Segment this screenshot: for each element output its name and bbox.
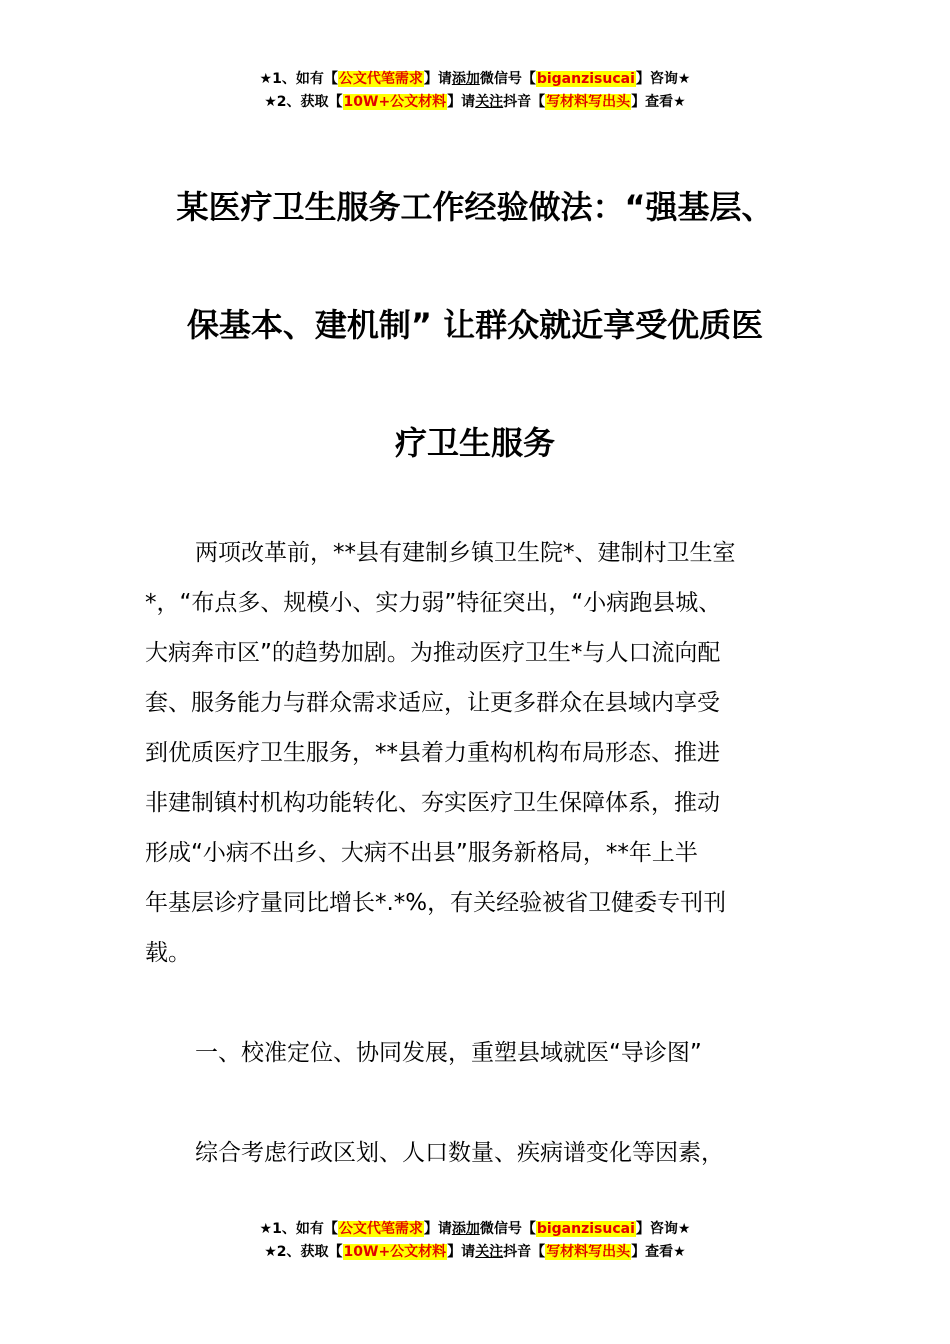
section-heading-1: [145, 1028, 810, 1078]
text-line: 综合考虑行政区划、人口数量、疾病谱变化等因素，: [195, 1140, 724, 1166]
highlight-douyin: 写材料写出头: [546, 94, 631, 110]
header-banner: [0, 68, 950, 114]
paragraph-intro: [145, 528, 810, 978]
title-line-1: 某医疗卫生服务工作经验做法：“强基层、: [176, 188, 774, 226]
text-line: 形成“小病不出乡、大病不出县”服务新格局，**年上半: [145, 840, 698, 866]
highlight-douyin: 写材料写出头: [546, 1244, 631, 1260]
text-line: 载。: [145, 940, 191, 966]
highlight-ghostwriting: 公文代笔需求: [338, 71, 423, 87]
footer-banner: [0, 1218, 950, 1264]
paragraph-section-1: [145, 1128, 810, 1178]
document-title: [140, 148, 810, 502]
highlight-materials: 10W+公文材料: [343, 94, 447, 110]
highlight-wechat-id: biganzisucai: [536, 71, 635, 87]
banner-line-1: ★1、如有【公文代笔需求】请添加微信号【biganzisucai】咨询★: [259, 1221, 691, 1237]
heading-text: 一、校准定位、协同发展，重塑县域就医“导诊图”: [195, 1040, 702, 1066]
title-line-2: 保基本、建机制” 让群众就近享受优质医: [186, 306, 764, 344]
highlight-materials: 10W+公文材料: [343, 1244, 447, 1260]
banner-line-2: ★2、获取【10W+公文材料】请关注抖音【写材料写出头】查看★: [264, 94, 686, 110]
highlight-ghostwriting: 公文代笔需求: [338, 1221, 423, 1237]
banner-line-1: ★1、如有【公文代笔需求】请添加微信号【biganzisucai】咨询★: [259, 71, 691, 87]
text-line: 到优质医疗卫生服务，**县着力重构机构布局形态、推进: [145, 740, 720, 766]
text-line: 年基层诊疗量同比增长*.*%，有关经验被省卫健委专刊刊: [145, 890, 727, 916]
text-line: 大病奔市区”的趋势加剧。为推动医疗卫生*与人口流向配: [145, 640, 721, 666]
text-line: 非建制镇村机构功能转化、夯实医疗卫生保障体系，推动: [145, 790, 720, 816]
title-line-3: 疗卫生服务: [394, 424, 555, 462]
highlight-wechat-id: biganzisucai: [536, 1221, 635, 1237]
text-line: *，“布点多、规模小、实力弱”特征突出，“小病跑县城、: [145, 590, 722, 616]
text-line: 两项改革前，**县有建制乡镇卫生院*、建制村卫生室: [195, 540, 736, 566]
banner-line-2: ★2、获取【10W+公文材料】请关注抖音【写材料写出头】查看★: [264, 1244, 686, 1260]
text-line: 套、服务能力与群众需求适应，让更多群众在县域内享受: [145, 690, 720, 716]
